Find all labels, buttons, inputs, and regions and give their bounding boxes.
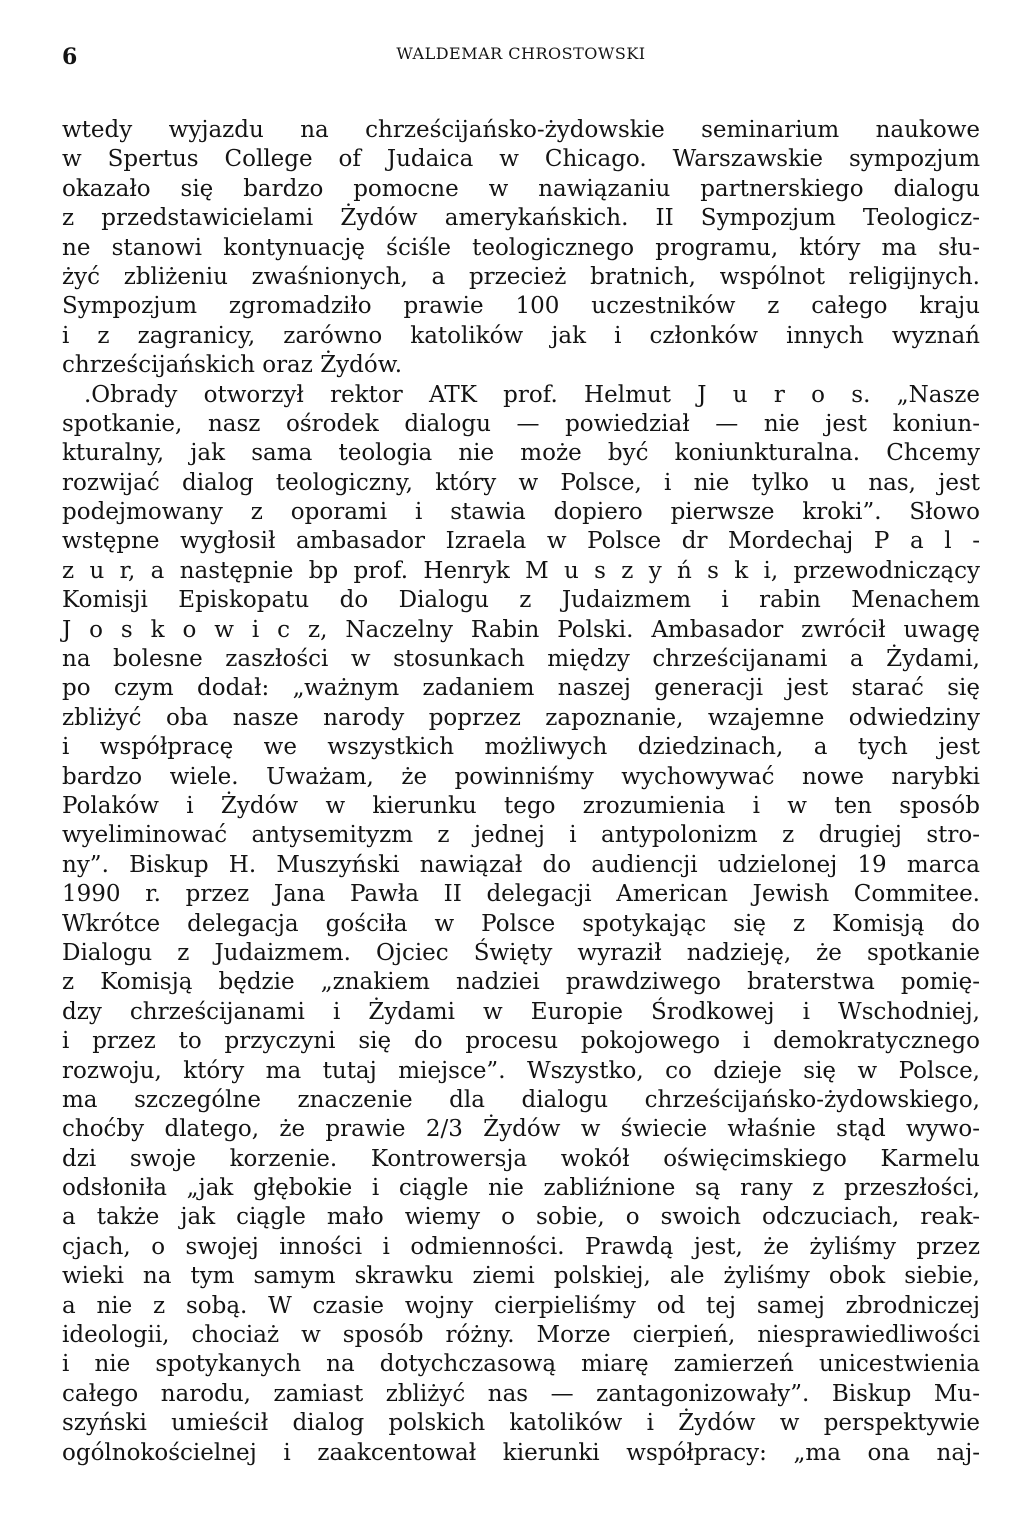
text-line: rozwijać dialog teologiczny, który w Polsce, i nie tylko u nas, jest [62, 469, 980, 496]
text-line: ne stanowi kontynuację ściśle teologicznego programu, który ma słu- [62, 234, 980, 261]
text-line: wyeliminować antysemityzm z jednej i antypolonizm z drugiej stro- [62, 822, 980, 849]
text-line: .Obrady otworzył rektor ATK prof. Helmut J u r o s. „Nasze [84, 381, 980, 408]
text-line: dzi swoje korzenie. Kontrowersja wokół oświęcimskiego Karmelu [62, 1145, 980, 1172]
page-number: 6 [62, 44, 78, 70]
text-line: z Komisją będzie „znakiem nadziei prawdziwego braterstwa pomię- [62, 969, 980, 996]
text-line: cjach, o swojej inności i odmienności. Prawdą jest, że żyliśmy przez [62, 1233, 980, 1260]
text-line: okazało się bardzo pomocne w nawiązaniu partnerskiego dialogu [62, 175, 980, 202]
text-line: ma szczególne znaczenie dla dialogu chrześcijańsko-żydowskiego, [62, 1086, 980, 1113]
text-line: z przedstawicielami Żydów amerykańskich. II Sympozjum Teologicz- [62, 205, 980, 232]
text-line: a także jak ciągle mało wiemy o sobie, o swoich odczuciach, reak- [62, 1204, 980, 1231]
text-line: Komisji Episkopatu do Dialogu z Judaizmem i rabin Menachem [62, 587, 980, 614]
text-line: wstępne wygłosił ambasador Izraela w Polsce dr Mordechaj P a l - [62, 528, 980, 555]
text-line: 1990 r. przez Jana Pawła II delegacji American Jewish Commitee. [62, 881, 980, 908]
text-line: spotkanie, nasz ośrodek dialogu — powiedział — nie jest koniun- [62, 410, 980, 437]
text-line: i współpracę we wszystkich możliwych dziedzinach, a tych jest [62, 734, 980, 761]
text-line: ny”. Biskup H. Muszyński nawiązał do audiencji udzielonej 19 marca [62, 851, 980, 878]
text-line: zbliżyć oba nasze narody poprzez zapoznanie, wzajemne odwiedziny [62, 704, 980, 731]
text-line: z u r, a następnie bp prof. Henryk M u s z y ń s k i, przewodniczący [62, 557, 980, 584]
text-line: ideologii, chociaż w sposób różny. Morze cierpień, niesprawiedliwości [62, 1322, 980, 1349]
text-line: na bolesne zaszłości w stosunkach między chrześcijanami a Żydami, [62, 646, 980, 673]
text-line: rozwoju, który ma tutaj miejsce”. Wszystko, co dzieje się w Polsce, [62, 1057, 980, 1084]
text-line: po czym dodał: „ważnym zadaniem naszej generacji jest starać się [62, 675, 980, 702]
text-line: szyński umieścił dialog polskich katolików i Żydów w perspektywie [62, 1410, 980, 1437]
text-line: choćby dlatego, że prawie 2/3 Żydów w świecie właśnie stąd wywo- [62, 1116, 980, 1143]
text-line: podejmowany z oporami i stawia dopiero pierwsze kroki”. Słowo [62, 499, 980, 526]
author-running-head: WALDEMAR CHROSTOWSKI [396, 44, 646, 63]
text-line: i przez to przyczyni się do procesu pokojowego i demokratycznego [62, 1028, 980, 1055]
book-page [62, 28, 980, 1468]
text-line: dzy chrześcijanami i Żydami w Europie Środkowej i Wschodniej, [62, 998, 980, 1025]
text-line: J o s k o w i c z, Naczelny Rabin Polski. Ambasador zwrócił uwagę [62, 616, 980, 643]
text-line: ogólnokościelnej i zaakcentował kierunki współpracy: „ma ona naj- [62, 1439, 980, 1466]
text-line: odsłoniła „jak głębokie i ciągle nie zabliźnione są rany z przeszłości, [62, 1175, 980, 1202]
text-line: Polaków i Żydów w kierunku tego zrozumienia i w ten sposób [62, 792, 980, 819]
text-line: chrześcijańskich oraz Żydów. [62, 352, 403, 379]
text-line: całego narodu, zamiast zbliżyć nas — zantagonizowały”. Biskup Mu- [62, 1380, 980, 1407]
text-line: wieki na tym samym skrawku ziemi polskiej, ale żyliśmy obok siebie, [62, 1263, 980, 1290]
text-line: Dialogu z Judaizmem. Ojciec Święty wyraził nadzieję, że spotkanie [62, 939, 980, 966]
text-line: i nie spotykanych na dotychczasową miarę zamierzeń unicestwienia [62, 1351, 980, 1378]
text-line: wtedy wyjazdu na chrześcijańsko-żydowskie seminarium naukowe [62, 117, 980, 143]
text-line: i z zagranicy, zarówno katolików jak i członków innych wyznań [62, 322, 980, 349]
text-line: kturalny, jak sama teologia nie może być koniunkturalna. Chcemy [62, 440, 980, 467]
text-line: Wkrótce delegacja gościła w Polsce spotykając się z Komisją do [62, 910, 980, 937]
text-line: żyć zbliżeniu zwaśnionych, a przecież bratnich, wspólnot religijnych. [62, 263, 980, 290]
text-line: a nie z sobą. W czasie wojny cierpieliśmy od tej samej zbrodniczej [62, 1292, 980, 1319]
text-line: w Spertus College of Judaica w Chicago. Warszawskie sympozjum [62, 146, 980, 173]
running-head [62, 28, 980, 68]
body-text [62, 116, 980, 1468]
text-line: bardzo wiele. Uważam, że powinniśmy wychowywać nowe narybki [62, 763, 980, 790]
text-line: Sympozjum zgromadziło prawie 100 uczestników z całego kraju [62, 293, 980, 320]
